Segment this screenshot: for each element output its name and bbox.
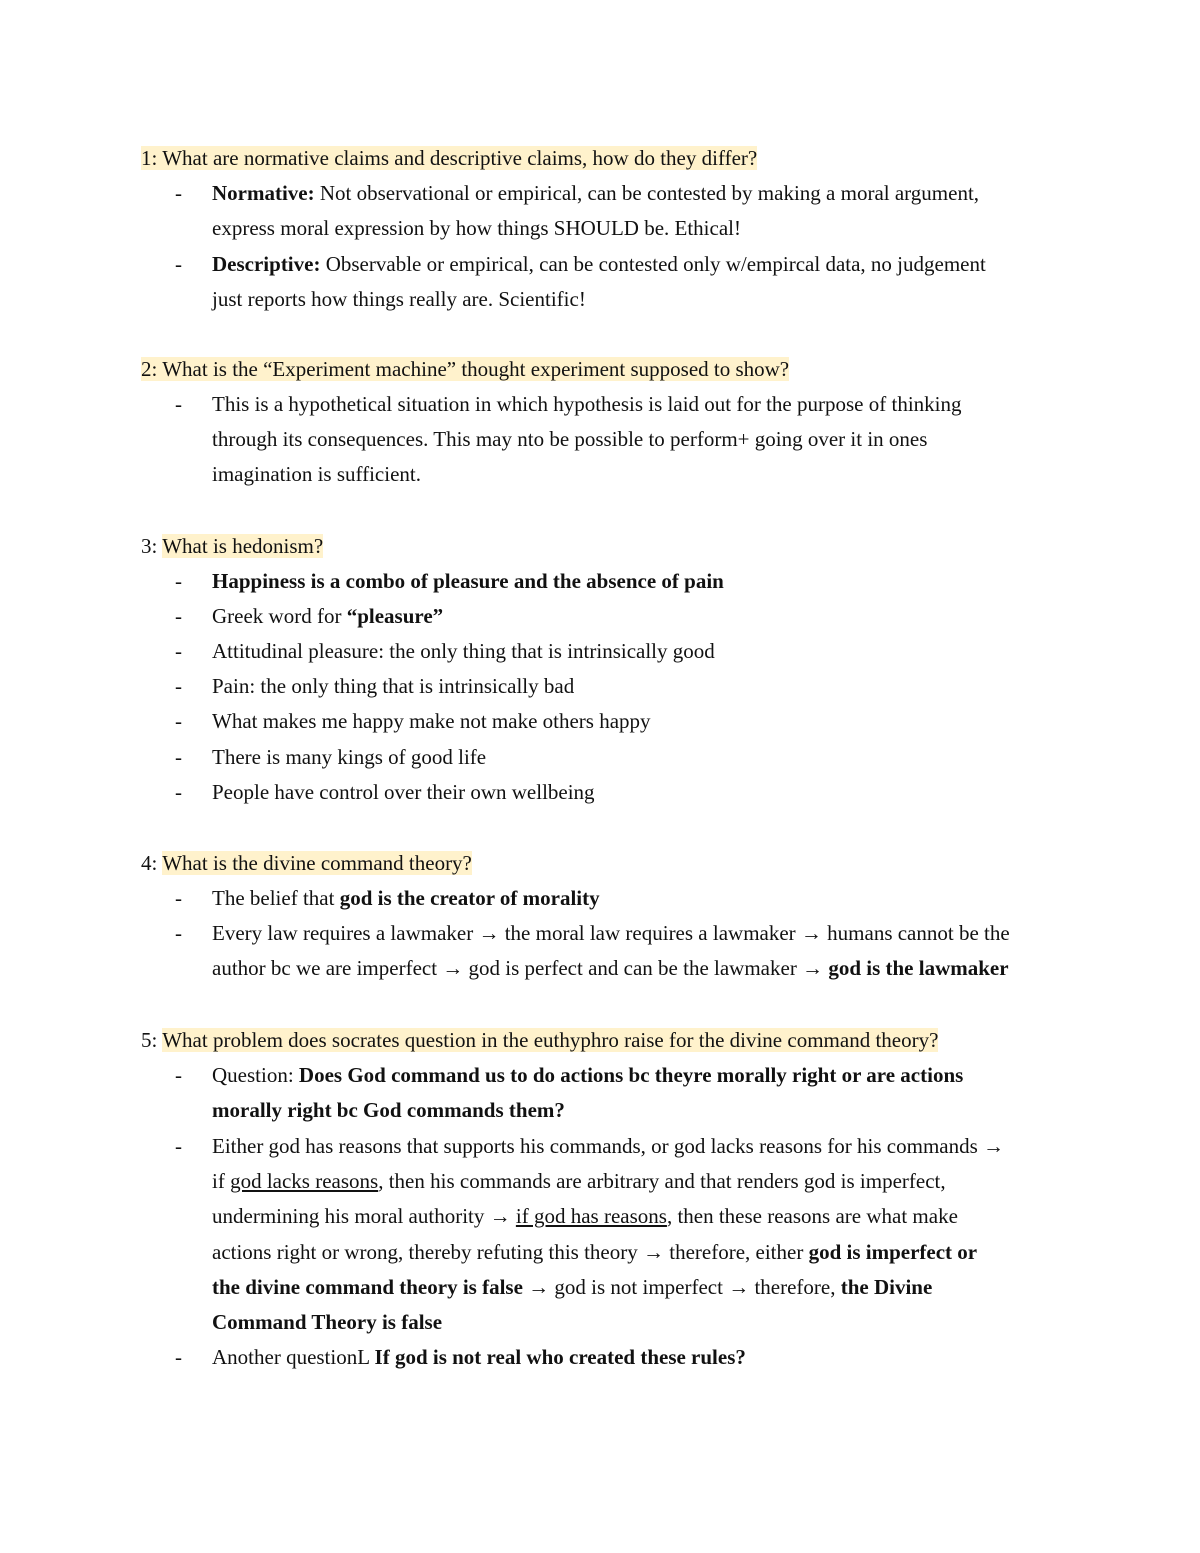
bullet-dash: -	[175, 745, 182, 769]
answer-text: Another questionL	[212, 1345, 375, 1369]
answer-line	[212, 1164, 1082, 1199]
answer-text: This is a hypothetical situation in which hypothesis is laid out for the purpose of thinking	[212, 392, 962, 416]
answer-text: What makes me happy make not make others happy	[212, 709, 651, 733]
answer-item	[175, 634, 1082, 669]
answer-line	[212, 1305, 1082, 1340]
answer-text: imagination is sufficient.	[212, 462, 421, 487]
answer-line	[212, 775, 1082, 810]
bold-text: god is imperfect or	[808, 1239, 978, 1264]
answer-text: Either god has reasons that supports his commands, or god lacks reasons for his commands →	[212, 1134, 1005, 1158]
answer-line	[212, 1235, 1082, 1270]
answer-text: through its consequences. This may nto be possible to perform+ going over it in ones	[212, 427, 928, 452]
answer-item	[175, 247, 1082, 317]
answer-item	[175, 916, 1082, 986]
answer-text: undermining his moral authority →	[212, 1204, 516, 1229]
bullet-dash: -	[175, 674, 182, 698]
question-text: What are normative claims and descriptive claims, how do they differ?	[162, 146, 758, 170]
answer-text: Greek word for	[212, 604, 347, 628]
answer-text: People have control over their own wellbeing	[212, 780, 595, 804]
bullet-dash: -	[175, 780, 182, 804]
answer-item	[175, 599, 1082, 634]
answer-line	[212, 282, 1082, 317]
question-highlight	[141, 357, 789, 381]
bold-text: god is the lawmaker	[828, 956, 1009, 981]
question-highlight	[141, 146, 757, 170]
bullet-dash: -	[175, 921, 182, 945]
bullet-dash: -	[175, 181, 182, 205]
question-5	[141, 1023, 938, 1058]
answer-text: , then his commands are arbitrary and that renders god is imperfect,	[378, 1169, 946, 1194]
answer-text: The belief that	[212, 886, 340, 910]
answer-text: author bc we are imperfect → god is perfect and can be the lawmaker →	[212, 956, 829, 981]
underlined-text: if god has reasons	[515, 1204, 667, 1229]
question-number: 3:	[141, 534, 158, 558]
answer-text: Observable or empirical, can be contested only w/empircal data, no judgement	[320, 252, 986, 276]
answer-text: , then these reasons are what make	[666, 1204, 958, 1229]
answer-line	[212, 247, 1082, 282]
underlined-text: god lacks reasons	[230, 1169, 379, 1194]
bullet-dash: -	[175, 639, 182, 663]
question-4	[141, 846, 472, 881]
answer-text: → god is not imperfect → therefore,	[522, 1274, 841, 1299]
bullet-dash: -	[175, 886, 182, 910]
answer-item	[175, 775, 1082, 810]
bullet-dash: -	[175, 1063, 182, 1087]
question-number: 1:	[141, 146, 158, 170]
answer-text: Every law requires a lawmaker → the moral law requires a lawmaker → humans cannot be the	[212, 921, 1010, 945]
bold-text: “pleasure”	[346, 604, 444, 628]
answer-line	[212, 1129, 1082, 1164]
answer-line	[212, 387, 1082, 422]
answer-line	[212, 704, 1082, 739]
answer-item	[175, 176, 1082, 246]
answer-line	[212, 634, 1082, 669]
answer-line	[212, 740, 1082, 775]
answer-line	[212, 564, 1082, 599]
answer-line	[212, 599, 1082, 634]
answer-line	[212, 951, 1082, 986]
answer-line	[212, 1270, 1082, 1305]
bullet-dash: -	[175, 569, 182, 593]
answer-line	[212, 422, 1082, 457]
question-number: 4:	[141, 851, 158, 875]
bold-text: the Divine	[840, 1274, 933, 1299]
answer-line	[212, 916, 1082, 951]
answer-line	[212, 1199, 1082, 1234]
question-3	[141, 529, 323, 564]
question-text: What is the “Experiment machine” thought experiment supposed to show?	[162, 357, 790, 381]
question-number: 2:	[141, 357, 158, 381]
answer-line	[212, 176, 1082, 211]
answer-item	[175, 387, 1082, 493]
bold-text: morally right bc God commands them?	[212, 1098, 565, 1123]
answer-item	[175, 564, 1082, 599]
bullet-dash: -	[175, 1345, 182, 1369]
answer-line	[212, 1340, 1082, 1375]
answer-text: express moral expression by how things SHOULD be. Ethical!	[212, 216, 741, 241]
answer-item	[175, 881, 1082, 916]
question-text: What problem does socrates question in the euthyphro raise for the divine command theory?	[162, 1028, 939, 1052]
question-text: What is the divine command theory?	[162, 851, 472, 875]
answer-item	[175, 704, 1082, 739]
bold-text: Descriptive:	[212, 252, 321, 276]
answer-text: Not observational or empirical, can be contested by making a moral argument,	[314, 181, 980, 205]
answer-text: There is many kings of good life	[212, 745, 487, 769]
answer-item	[175, 1058, 1082, 1128]
question-2	[141, 352, 789, 387]
answer-text: Question:	[212, 1063, 299, 1087]
answer-text: if	[212, 1169, 231, 1194]
answer-item	[175, 740, 1082, 775]
answer-line	[212, 881, 1082, 916]
bold-text: Command Theory is false	[212, 1309, 443, 1334]
answer-item	[175, 669, 1082, 704]
bullet-dash: -	[175, 392, 182, 416]
answer-item	[175, 1129, 1082, 1340]
bold-text: Normative:	[212, 181, 315, 205]
answer-text: actions right or wrong, thereby refuting this theory → therefore, either	[212, 1239, 809, 1264]
answer-line	[212, 1058, 1082, 1093]
answer-line	[212, 669, 1082, 704]
bold-text: Happiness is a combo of pleasure and the absence of pain	[212, 569, 724, 593]
bullet-dash: -	[175, 1134, 182, 1158]
answer-line	[212, 457, 1082, 492]
bullet-dash: -	[175, 709, 182, 733]
answer-line	[212, 1093, 1082, 1128]
bold-text: the divine command theory is false	[212, 1274, 523, 1299]
bullet-dash: -	[175, 252, 182, 276]
answer-text: just reports how things really are. Scientific!	[212, 287, 586, 312]
answer-text: Attitudinal pleasure: the only thing that is intrinsically good	[212, 639, 715, 663]
answer-text: Pain: the only thing that is intrinsically bad	[212, 674, 575, 698]
answer-line	[212, 211, 1082, 246]
bold-text: If god is not real who created these rules?	[374, 1345, 746, 1369]
bold-text: god is the creator of morality	[339, 886, 600, 910]
bullet-dash: -	[175, 604, 182, 628]
question-number: 5:	[141, 1028, 158, 1052]
bold-text: Does God command us to do actions bc theyre morally right or are actions	[298, 1063, 964, 1087]
answer-item	[175, 1340, 1082, 1375]
question-1	[141, 141, 757, 176]
question-text: What is hedonism?	[162, 534, 324, 558]
